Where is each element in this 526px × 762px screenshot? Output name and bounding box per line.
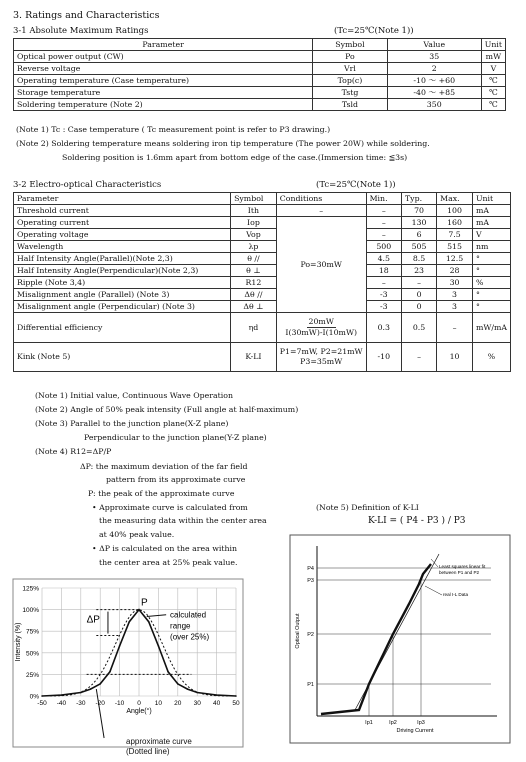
table-row bbox=[14, 277, 511, 289]
cell: Ripple (Note 3,4) bbox=[14, 277, 231, 289]
header-unit: Unit bbox=[472, 193, 510, 205]
note-3-cont: Perpendicular to the junction plane(Y-Z plane) bbox=[84, 433, 267, 442]
table-row bbox=[14, 51, 506, 63]
s1-note-1: (Note 1) Tc : Case temperature ( Tc measurement point is refer to P3 drawing.) bbox=[16, 125, 331, 134]
header-conditions: Conditions bbox=[276, 193, 366, 205]
cell: Iop bbox=[231, 217, 277, 229]
cell: Ith bbox=[231, 205, 277, 217]
cell: 515 bbox=[437, 241, 473, 253]
table-row bbox=[14, 343, 511, 372]
cell: – bbox=[366, 205, 401, 217]
section-title: 3. Ratings and Characteristics bbox=[13, 10, 160, 21]
cell: 505 bbox=[401, 241, 436, 253]
cell: – bbox=[366, 229, 401, 241]
cell: ° bbox=[472, 253, 510, 265]
cell: 12.5 bbox=[437, 253, 473, 265]
cell: θ // bbox=[231, 253, 277, 265]
cell: – bbox=[366, 217, 401, 229]
x-axis-label: Driving Current bbox=[396, 728, 434, 734]
y-tick-label: 125% bbox=[22, 585, 39, 593]
cell: – bbox=[276, 205, 366, 217]
cell: – bbox=[366, 277, 401, 289]
cell: 2 bbox=[387, 63, 481, 75]
cell: Wavelength bbox=[14, 241, 231, 253]
y-tick-label: P4 bbox=[307, 566, 314, 572]
range-annotation-2: range bbox=[170, 621, 191, 631]
y-axis-label: Intensity (%) bbox=[15, 622, 22, 662]
note-2: (Note 2) Angle of 50% peak intensity (Full angle at half-maximum) bbox=[35, 405, 299, 414]
y-tick-label: P2 bbox=[307, 632, 314, 638]
x-tick-label: 0 bbox=[137, 700, 141, 707]
y-tick-label: 50% bbox=[25, 650, 39, 658]
note-5-formula: K-LI = ( P4 - P3 ) / P3 bbox=[368, 516, 466, 526]
x-tick-label: -30 bbox=[76, 700, 86, 707]
note-4-deltap: ΔP: the maximum deviation of the far field bbox=[80, 462, 248, 471]
kink-condition-2: P3=35mW bbox=[300, 357, 343, 366]
cell: Misalignment angle (Perpendicular) (Note 3) bbox=[14, 301, 231, 313]
efficiency-condition-cell bbox=[276, 313, 366, 343]
table-row bbox=[14, 217, 511, 229]
header-parameter: Parameter bbox=[14, 193, 231, 205]
table-row bbox=[14, 313, 511, 343]
cell: – bbox=[401, 277, 436, 289]
cell: Storage temperature bbox=[14, 87, 313, 99]
cell: 500 bbox=[366, 241, 401, 253]
cell: 0 bbox=[401, 289, 436, 301]
absolute-max-ratings-table bbox=[13, 38, 506, 111]
cell: Tstg bbox=[313, 87, 388, 99]
note-4-p: P: the peak of the approximate curve bbox=[88, 489, 235, 498]
table-row bbox=[14, 229, 511, 241]
s1-title: 3-1 Absolute Maximum Ratings bbox=[13, 26, 149, 36]
cell: 3 bbox=[437, 301, 473, 313]
note-4: (Note 4) R12=ΔP/P bbox=[35, 447, 112, 456]
table-row bbox=[14, 253, 511, 265]
cell: V bbox=[472, 229, 510, 241]
approx-curve-annotation-2: (Dotted line) bbox=[126, 747, 170, 756]
x-tick-label: -10 bbox=[114, 700, 125, 707]
cell: 10 bbox=[437, 343, 473, 372]
cell: V bbox=[481, 63, 505, 75]
kink-condition-1: P1=7mW, P2=21mW bbox=[279, 347, 363, 356]
note-4-bullet-2: • ΔP is calculated on the area within bbox=[92, 544, 238, 553]
cell: 18 bbox=[366, 265, 401, 277]
cell: nm bbox=[472, 241, 510, 253]
table-row bbox=[14, 301, 511, 313]
approx-curve-annotation bbox=[126, 737, 192, 757]
x-axis-label: Angle(°) bbox=[126, 708, 152, 715]
cell: Reverse voltage bbox=[14, 63, 313, 75]
x-tick-label: 10 bbox=[154, 700, 163, 707]
x-tick-label: 30 bbox=[193, 700, 201, 707]
header-typ: Typ. bbox=[401, 193, 436, 205]
deltap-label: ΔP bbox=[86, 614, 100, 626]
header-parameter: Parameter bbox=[14, 39, 313, 51]
efficiency-denominator: I(30mW)-I(10mW) bbox=[285, 328, 357, 337]
cell: -10 ～ +60 bbox=[387, 75, 481, 87]
cell: -10 bbox=[366, 343, 401, 372]
data-annotation: real I-L Data bbox=[443, 592, 469, 597]
header-value: Value bbox=[387, 39, 481, 51]
header-symbol: Symbol bbox=[231, 193, 277, 205]
cell: 35 bbox=[387, 51, 481, 63]
cell: mW/mA bbox=[472, 313, 510, 343]
x-tick-label: 50 bbox=[232, 700, 240, 707]
cell: – bbox=[437, 313, 473, 343]
table-row bbox=[14, 63, 506, 75]
cell: λp bbox=[231, 241, 277, 253]
header-unit: Unit bbox=[481, 39, 505, 51]
cell: θ ⊥ bbox=[231, 265, 277, 277]
x-tick-label: Ip2 bbox=[389, 720, 397, 726]
note-5-title: (Note 5) Definition of K-LI bbox=[316, 503, 419, 512]
cell: 350 bbox=[387, 99, 481, 111]
s1-note-2: (Note 2) Soldering temperature means soldering iron tip temperature (The power 20W) while soldering. bbox=[16, 139, 430, 148]
x-tick-label: -40 bbox=[56, 700, 67, 707]
cell: ℃ bbox=[481, 87, 505, 99]
cell: ℃ bbox=[481, 99, 505, 111]
cell: Half Intensity Angle(Perpendicular)(Note 2,3) bbox=[14, 265, 231, 277]
cell: Operating temperature (Case temperature) bbox=[14, 75, 313, 87]
table-header-row bbox=[14, 39, 506, 51]
y-tick-label: 0% bbox=[29, 693, 39, 701]
kink-definition-chart bbox=[289, 534, 511, 744]
y-tick-label: P1 bbox=[307, 682, 314, 688]
chart-frame bbox=[13, 579, 243, 747]
table-row bbox=[14, 87, 506, 99]
approx-curve-annotation-1: approximate curve bbox=[126, 737, 192, 746]
table-row bbox=[14, 241, 511, 253]
cell: Soldering temperature (Note 2) bbox=[14, 99, 313, 111]
efficiency-numerator: 20mW bbox=[308, 317, 334, 326]
cell: -3 bbox=[366, 301, 401, 313]
condition-po-cell: Po=30mW bbox=[276, 217, 366, 313]
cell: -3 bbox=[366, 289, 401, 301]
note-1: (Note 1) Initial value, Continuous Wave Operation bbox=[35, 391, 233, 400]
cell: % bbox=[472, 343, 510, 372]
y-tick-label: 100% bbox=[22, 607, 39, 615]
fit-annotation-1: Least squares linear fit bbox=[439, 564, 486, 569]
x-tick-label: Ip1 bbox=[365, 720, 373, 726]
cell: ° bbox=[472, 289, 510, 301]
cell: Operating current bbox=[14, 217, 231, 229]
table-row bbox=[14, 289, 511, 301]
cell: Half Intensity Angle(Parallel)(Note 2,3) bbox=[14, 253, 231, 265]
x-tick-label: 40 bbox=[212, 700, 221, 707]
cell: Top(c) bbox=[313, 75, 388, 87]
header-symbol: Symbol bbox=[313, 39, 388, 51]
cell: 100 bbox=[437, 205, 473, 217]
cell: 4.5 bbox=[366, 253, 401, 265]
cell: Δθ // bbox=[231, 289, 277, 301]
table-row bbox=[14, 75, 506, 87]
x-tick-label: -20 bbox=[95, 700, 105, 707]
note-4-bullet-2-cont: the center area at 25% peak value. bbox=[99, 558, 238, 567]
note-4-bullet-1-cont2: at 40% peak value. bbox=[99, 530, 175, 539]
range-annotation-3: (over 25%) bbox=[170, 632, 210, 642]
x-tick-label: -50 bbox=[37, 700, 47, 707]
cell: Kink (Note 5) bbox=[14, 343, 231, 372]
cell: mA bbox=[472, 217, 510, 229]
cell: ° bbox=[472, 265, 510, 277]
range-annotation-1: calculated bbox=[170, 610, 207, 620]
cell: Δθ ⊥ bbox=[231, 301, 277, 313]
note-3: (Note 3) Parallel to the junction plane(X-Z plane) bbox=[35, 419, 229, 428]
cell: Misalignment angle (Parallel) (Note 3) bbox=[14, 289, 231, 301]
table-row bbox=[14, 99, 506, 111]
cell: R12 bbox=[231, 277, 277, 289]
kink-condition-cell bbox=[276, 343, 366, 372]
cell: Optical power output (CW) bbox=[14, 51, 313, 63]
s1-note-2-cont: Soldering position is 1.6mm apart from bottom edge of the case.(Immersion time: ≦3s) bbox=[62, 153, 408, 162]
cell: mW bbox=[481, 51, 505, 63]
cell: % bbox=[472, 277, 510, 289]
y-tick-label: 25% bbox=[25, 671, 39, 679]
cell: 0.3 bbox=[366, 313, 401, 343]
cell: – bbox=[401, 343, 436, 372]
cell: 0.5 bbox=[401, 313, 436, 343]
cell: Vrl bbox=[313, 63, 388, 75]
s2-condition: (Tc=25℃(Note 1)) bbox=[316, 180, 396, 190]
table-header-row bbox=[14, 193, 511, 205]
y-tick-label: P3 bbox=[307, 578, 314, 584]
cell: 130 bbox=[401, 217, 436, 229]
note-4-deltap-cont: pattern from its approximate curve bbox=[106, 475, 246, 484]
s2-title: 3-2 Electro-optical Characteristics bbox=[13, 180, 162, 190]
cell: Operating voltage bbox=[14, 229, 231, 241]
cell: ° bbox=[472, 301, 510, 313]
cell: 6 bbox=[401, 229, 436, 241]
y-tick-label: 75% bbox=[25, 628, 39, 636]
s1-condition: (Tc=25℃(Note 1)) bbox=[334, 26, 414, 36]
cell: Po bbox=[313, 51, 388, 63]
cell: K-LI bbox=[231, 343, 277, 372]
cell: mA bbox=[472, 205, 510, 217]
x-tick-label: 20 bbox=[174, 700, 182, 707]
cell: Vop bbox=[231, 229, 277, 241]
note-4-bullet-1: • Approximate curve is calculated from bbox=[92, 503, 248, 512]
cell: 23 bbox=[401, 265, 436, 277]
electro-optical-table bbox=[13, 192, 511, 372]
cell: ηd bbox=[231, 313, 277, 343]
table-row bbox=[14, 205, 511, 217]
header-max: Max. bbox=[437, 193, 473, 205]
cell: 30 bbox=[437, 277, 473, 289]
header-min: Min. bbox=[366, 193, 401, 205]
y-axis-label: Optical Output bbox=[295, 613, 301, 649]
cell: Tsld bbox=[313, 99, 388, 111]
peak-label: P bbox=[141, 597, 148, 609]
cell: 160 bbox=[437, 217, 473, 229]
table-row bbox=[14, 265, 511, 277]
cell: 28 bbox=[437, 265, 473, 277]
far-field-chart bbox=[12, 578, 244, 762]
cell: 7.5 bbox=[437, 229, 473, 241]
cell: 0 bbox=[401, 301, 436, 313]
cell: Differential efficiency bbox=[14, 313, 231, 343]
cell: ℃ bbox=[481, 75, 505, 87]
cell: Threshold current bbox=[14, 205, 231, 217]
x-tick-label: Ip3 bbox=[417, 720, 425, 726]
note-4-bullet-1-cont: the measuring data within the center area bbox=[99, 516, 267, 525]
cell: 70 bbox=[401, 205, 436, 217]
cell: -40 ～ +85 bbox=[387, 87, 481, 99]
cell: 3 bbox=[437, 289, 473, 301]
cell: 8.5 bbox=[401, 253, 436, 265]
fit-annotation-2: between P1 and P2 bbox=[439, 570, 480, 575]
